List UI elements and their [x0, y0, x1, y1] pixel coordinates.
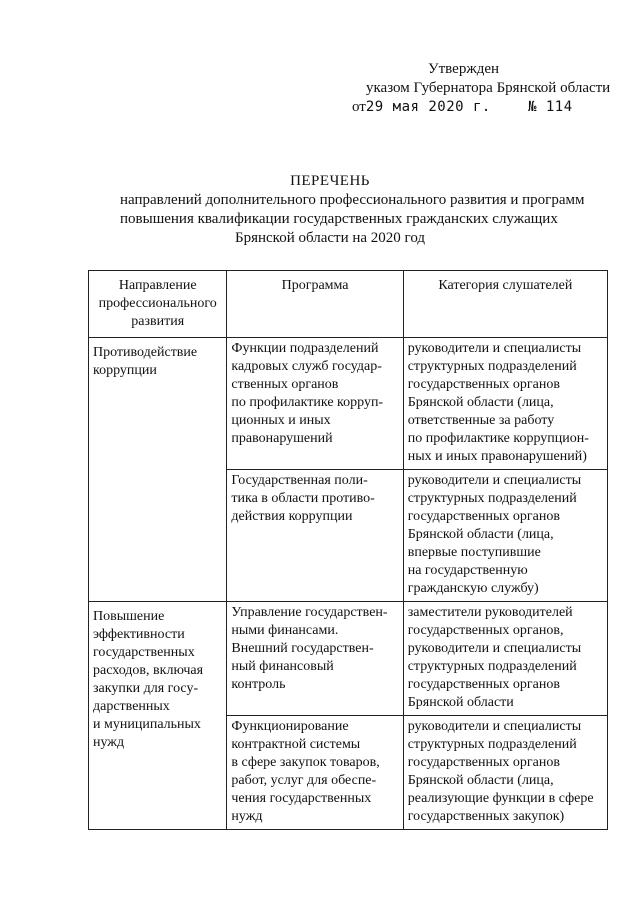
approval-block [352, 60, 622, 117]
direction-spending-efficiency: Повышение эффективности государственных расходов, включая закупки для госу- дарственных и муниципальных нужд [89, 602, 227, 830]
document-heading [120, 172, 585, 248]
header-program: Программа [227, 271, 403, 338]
program-cell: Функции подразделений кадровых служб государ- ственных органов по профилактике корруп- ционных и иных правонарушений [227, 338, 403, 470]
programs-table [88, 270, 608, 830]
approval-date-line [352, 98, 622, 117]
direction-anticorruption: Противодействие коррупции [89, 338, 227, 602]
program-cell: Государственная поли- тика в области противо- действия коррупции [227, 470, 403, 602]
approval-approved-label: Утвержден [428, 61, 500, 77]
document-title: ПЕРЕЧЕНЬ [290, 173, 370, 189]
program-cell: Функционирование контрактной системы в сфере закупок товаров, работ, услуг для обеспе- чения государственных нужд [227, 716, 403, 830]
category-cell: заместители руководителей государственных органов, руководители и специалисты структурных подразделений государственных органов Брянской области [403, 602, 607, 716]
header-category: Категория слушателей [403, 271, 607, 338]
document-subtitle-line-2: повышения квалификации государственных гражданских служащих [120, 211, 558, 227]
approval-date-prefix: от [352, 99, 366, 115]
table-header-row [89, 271, 608, 338]
table-row [89, 338, 608, 470]
category-cell: руководители и специалисты структурных подразделений государственных органов Брянской области (лица, впервые поступившие на государственную гражданскую службу) [403, 470, 607, 602]
approval-number: № 114 [528, 99, 573, 115]
category-cell: руководители и специалисты структурных подразделений государственных органов Брянской области (лица, ответственные за работу по профилактике коррупцион- ных и иных правонарушений) [403, 338, 607, 470]
category-cell: руководители и специалисты структурных подразделений государственных органов Брянской области (лица, реализующие функции в сфере государственных закупок) [403, 716, 607, 830]
header-direction: Направление профессионального развития [89, 271, 227, 338]
approval-decree-line: указом Губернатора Брянской области [366, 80, 611, 96]
document-subtitle-line-1: направлений дополнительного профессионального развития и программ [120, 192, 585, 208]
program-cell: Управление государствен- ными финансами. Внешний государствен- ный финансовый контроль [227, 602, 403, 716]
approval-date-handwritten: 29 мая 2020 г. [365, 99, 491, 115]
table-row [89, 602, 608, 716]
document-subtitle-line-3: Брянской области на 2020 год [234, 230, 426, 246]
